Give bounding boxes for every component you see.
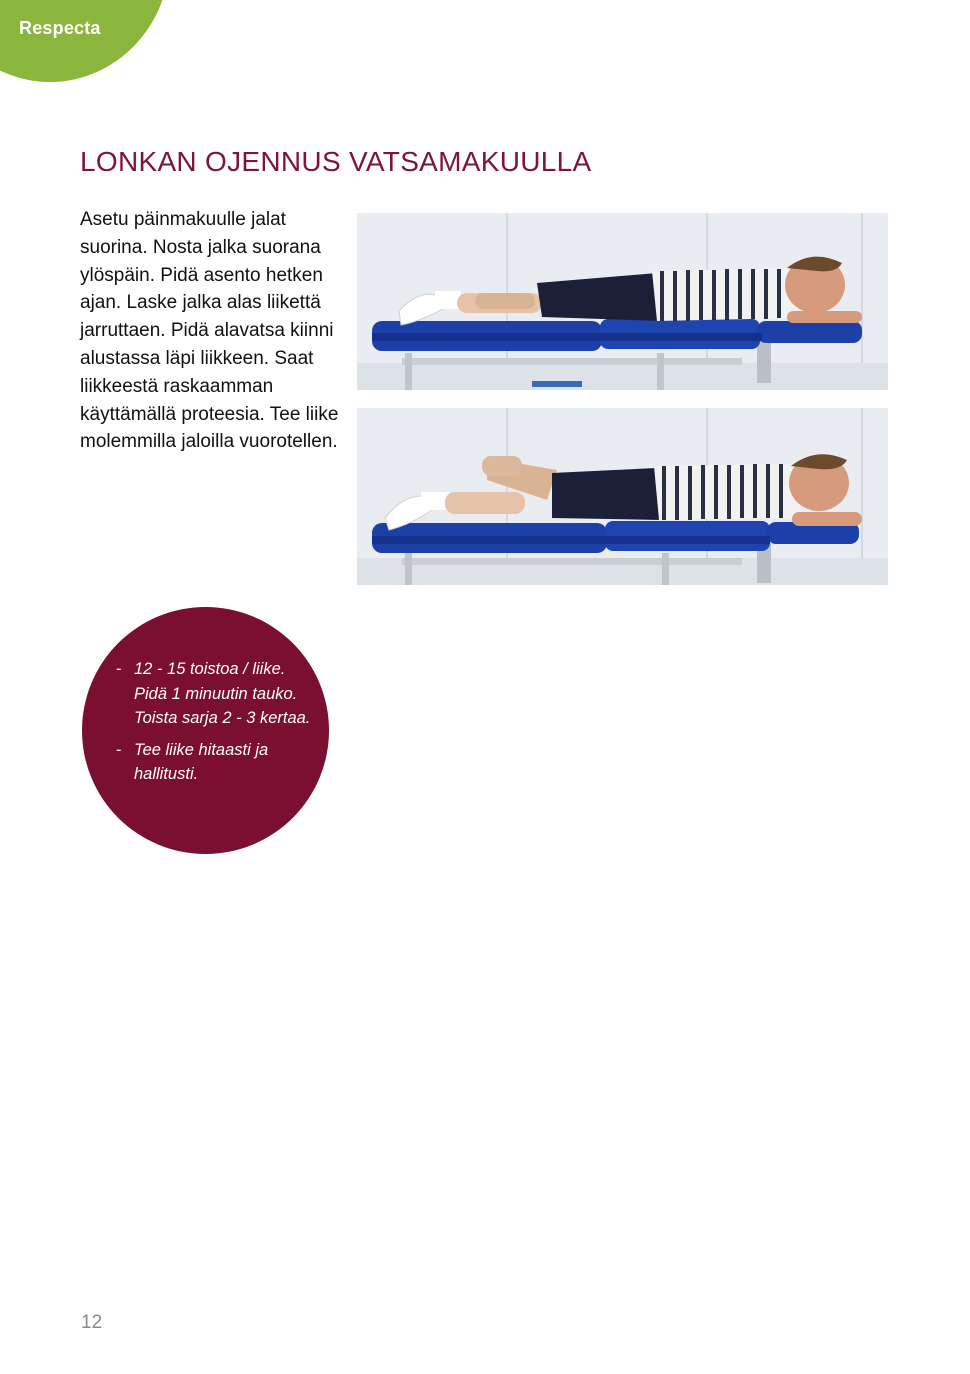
tips-list [116, 657, 316, 794]
page-number: 12 [81, 1312, 103, 1333]
tip-item [116, 657, 316, 731]
tip-text: Tee liike hitaasti ja hallitusti. [134, 740, 269, 783]
corner-logo-shape [0, 0, 170, 82]
exercise-photo-raised [357, 408, 888, 585]
tip-bullet: - [116, 660, 122, 678]
tips-circle [82, 607, 329, 854]
page-title: LONKAN OJENNUS VATSAMAKUULLA [80, 146, 592, 177]
tip-text: 12 - 15 toistoa / liike. Pidä 1 minuutin tauko. Toista sarja 2 - 3 kertaa. [134, 660, 311, 727]
brand-logo: Respecta [19, 18, 101, 38]
tip-bullet: - [116, 740, 122, 759]
tip-item [116, 738, 316, 787]
instruction-text: Asetu päinmakuulle jalat suorina. Nosta jalka suorana ylöspäin. Pidä asento hetken ajan. Laske jalka alas liikettä jarruttaen. Pidä alavatsa kiinni alustassa läpi liikkeen. Saat liikkeestä raskaamman käyttämällä proteesia. Tee liike molemmilla jaloilla vuorotellen. [80, 209, 339, 453]
exercise-photo-start [357, 213, 888, 390]
